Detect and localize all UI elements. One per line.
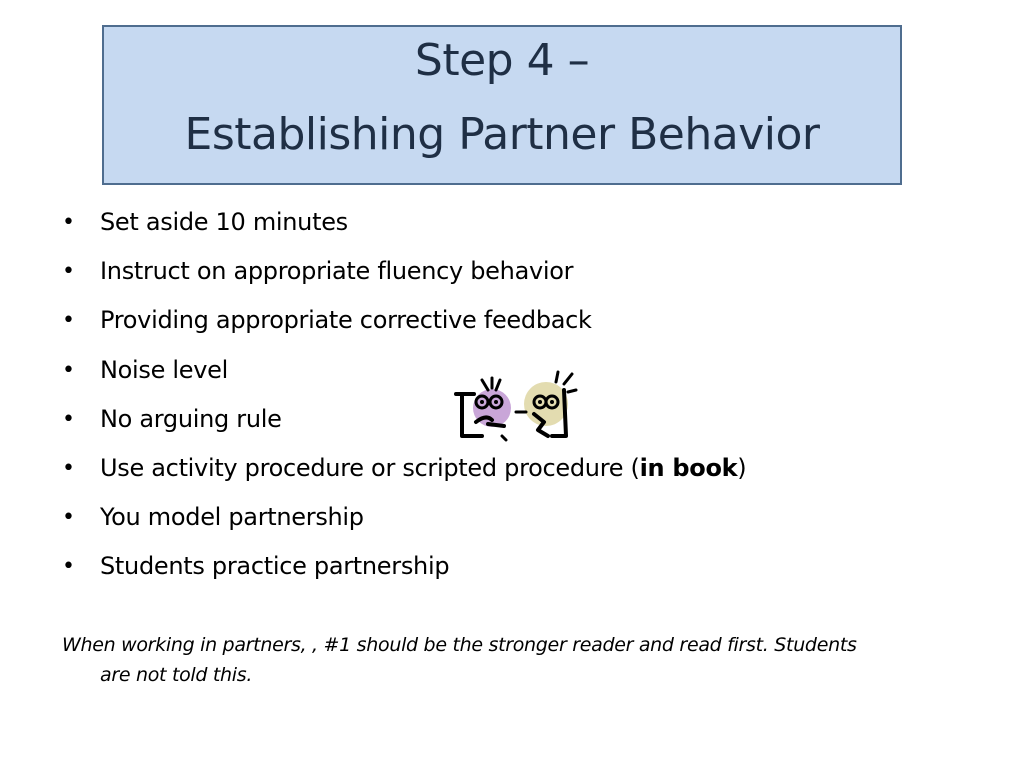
bullet-item bbox=[62, 198, 962, 247]
bullet-text: Providing appropriate corrective feedback bbox=[100, 306, 592, 335]
bullet-dot: • bbox=[62, 308, 75, 334]
bullet-item bbox=[62, 247, 962, 296]
bullet-dot: • bbox=[62, 259, 75, 285]
footnote-line-2: are not told this. bbox=[100, 664, 253, 686]
bullet-dot: • bbox=[62, 406, 75, 432]
bullet-text: Set aside 10 minutes bbox=[100, 208, 348, 236]
bullet-dot: • bbox=[62, 357, 75, 383]
bullet-item bbox=[62, 444, 962, 493]
bullet-text-start: Use activity procedure or scripted procedure ( bbox=[100, 453, 640, 482]
bullet-text: You model partnership bbox=[100, 503, 364, 532]
bullet-item bbox=[62, 296, 962, 345]
bullet-text: Instruct on appropriate fluency behavior bbox=[100, 257, 574, 286]
footnote bbox=[62, 630, 972, 690]
left-face bbox=[456, 378, 506, 440]
footnote-line-1: When working in partners, , #1 should be the stronger reader and read first. Students bbox=[62, 634, 857, 656]
bullet-dot: • bbox=[62, 455, 75, 481]
bullet-item bbox=[62, 542, 962, 591]
bullet-text-end: ) bbox=[737, 453, 747, 482]
title-line-1: Step 4 – bbox=[414, 35, 590, 86]
bullet-text: Noise level bbox=[100, 355, 228, 384]
bullet-text: No arguing rule bbox=[100, 404, 282, 433]
title-line-2: Establishing Partner Behavior bbox=[184, 109, 820, 160]
bullet-dot: • bbox=[62, 554, 75, 580]
bullet-dot: • bbox=[62, 210, 75, 235]
bullet-text-bold: in book bbox=[639, 453, 738, 482]
title-box bbox=[102, 25, 902, 185]
bullet-dot: • bbox=[62, 505, 75, 531]
bullet-text: Students practice partnership bbox=[100, 552, 450, 581]
arguing-faces-icon bbox=[452, 368, 580, 442]
bullet-item bbox=[62, 493, 962, 542]
